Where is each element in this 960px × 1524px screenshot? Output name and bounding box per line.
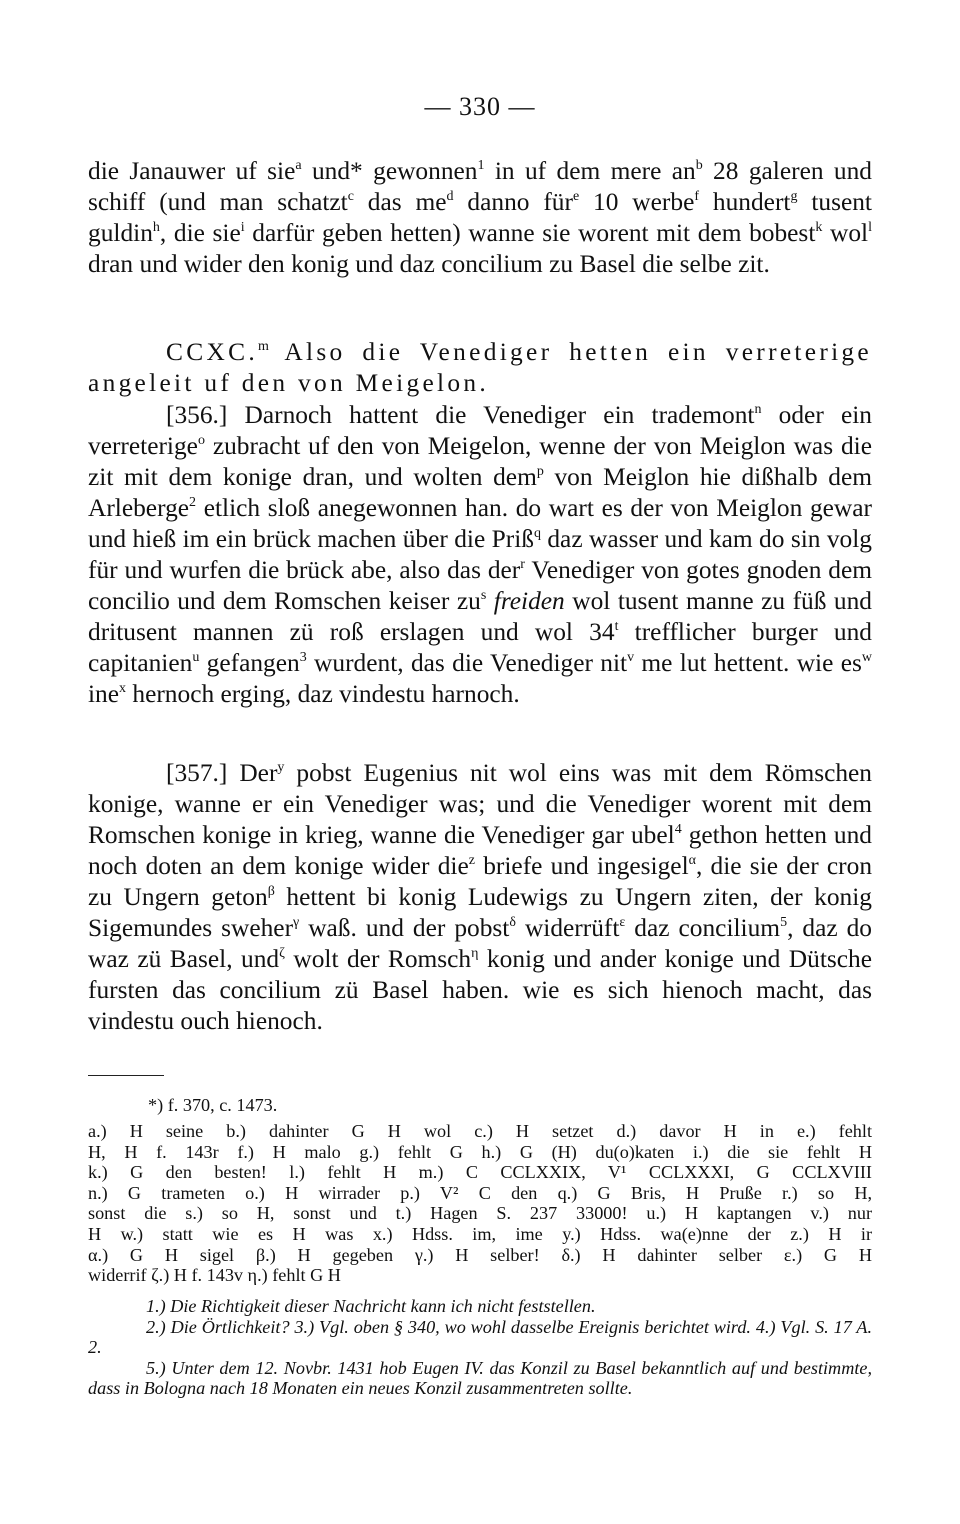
variant-mark: k <box>815 220 823 235</box>
note-2-4: 2.) Die Örtlichkeit? 3.) Vgl. oben § 340, wo wohl dasselbe Ereignis berichtet wird. 4.) Vgl. S. 17 A. 2. <box>88 1316 872 1358</box>
variant-mark: i <box>240 220 245 235</box>
text-run: wurdent, das die Venediger nit <box>306 649 628 677</box>
apparatus-line: widerrif ζ.) H f. 143v η.) fehlt G H <box>88 1265 341 1286</box>
variant-mark: d <box>446 189 454 204</box>
text-run: 10 werbe <box>579 188 695 216</box>
variant-mark: b <box>695 158 703 173</box>
variant-apparatus <box>88 1121 872 1286</box>
apparatus-line: a.) H seine b.) dahinter G H wol c.) H setzet d.) davor H in e.) fehlt <box>88 1121 872 1141</box>
chapter-number: CCXC. <box>166 338 258 366</box>
variant-mark: n <box>754 402 762 417</box>
variant-mark: y <box>277 760 285 775</box>
apparatus-line: sonst die s.) so H, sonst und t.) Hagen S. 237 33000! u.) H kaptangen v.) nur <box>88 1203 872 1224</box>
note-1: 1.) Die Richtigkeit dieser Nachricht kann ich nicht feststellen. <box>146 1296 596 1316</box>
text-run: hernoch erging, daz vindestu harnoch. <box>126 680 520 708</box>
text-run: hundert <box>699 188 791 216</box>
text-run: die Janauwer uf sie <box>88 157 296 185</box>
variant-mark: q <box>533 526 541 541</box>
italic-word: freiden <box>493 587 565 615</box>
text-run: 28 galeren und schiff (und man schatzt <box>88 157 872 216</box>
text-run: daz concilium <box>625 914 781 942</box>
variant-mark: w <box>861 650 872 665</box>
text-run: etlich sloß anegewonnen han. do wart es der von Meiglon gewar und hieß im ein brück machen über die Priß <box>88 494 872 553</box>
text-run <box>486 587 494 615</box>
text-run: gefangen <box>199 649 300 677</box>
note-mark: 2 <box>189 495 197 510</box>
variant-mark: f <box>694 189 700 204</box>
text-run: briefe und ingesigel <box>474 852 689 880</box>
variant-mark: o <box>197 433 205 448</box>
variant-mark: s <box>480 588 487 603</box>
text-run: trefflicher burger und capitanien <box>88 618 872 677</box>
chapter-heading <box>88 337 872 399</box>
page-number: — 330 — <box>424 92 536 121</box>
variant-mark: ε <box>619 915 626 930</box>
variant-mark: η <box>471 946 479 961</box>
text-run: konig und ander konige und Dütsche fursten das concilium zü Basel haben. wie es sich hienoch macht, das vindestu ouch hienoch. <box>88 945 872 1035</box>
text-run: [356.] Darnoch hattent die Venediger ein trademont <box>166 401 755 429</box>
variant-mark: γ <box>293 915 300 930</box>
text-run: waß. und der pobst <box>299 914 510 942</box>
apparatus-line: k.) G den besten! l.) fehlt H m.) C CCLXXIX, V¹ CCLXXXI, G CCLXVIII <box>88 1162 872 1183</box>
variant-mark: β <box>267 884 275 899</box>
text-run: wol tusent manne zu füß und dritusent mannen zü roß erslagen und wol 34 <box>88 587 872 646</box>
note-mark: 1 <box>477 158 485 173</box>
text-run: danno für <box>453 188 573 216</box>
text-run: dran und wider den konig und daz concilium zu Basel die selbe zit. <box>88 250 770 278</box>
text-run: oder ein verreterige <box>88 401 872 460</box>
footnote-source: *) f. 370, c. 1473. <box>148 1095 278 1115</box>
note-5: 5.) Unter dem 12. Novbr. 1431 hob Eugen IV. das Konzil zu Basel bekanntlich auf und bestimmte, dass in Bologna nach 18 Monaten ein neues Konzil zusammentreten sollte. <box>88 1357 872 1399</box>
text-run: wolt der Romsch <box>284 945 472 973</box>
variant-mark: c <box>347 189 354 204</box>
text-run: zubracht uf den von Meigelon, wenne der von Meiglon was die zit mit dem konige dran, und wolten dem <box>88 432 872 491</box>
editorial-notes <box>88 1296 872 1399</box>
variant-mark: r <box>520 557 525 572</box>
note-mark: 3 <box>299 650 307 665</box>
text-run: , die sie der cron zu Ungern geton <box>88 852 873 911</box>
variant-mark: l <box>868 220 872 235</box>
text-run: Venediger von gotes gnoden dem concilio und dem Romschen keiser zu <box>88 556 872 615</box>
text-run: wol <box>822 219 869 247</box>
note-mark: 5 <box>780 915 788 930</box>
variant-mark: δ <box>509 915 516 930</box>
variant-mark: a <box>295 158 302 173</box>
text-run: [357.] Der <box>166 759 278 787</box>
text-run: das me <box>353 188 447 216</box>
variant-mark: ζ <box>279 946 285 961</box>
text-run: widerrüft <box>515 914 620 942</box>
chapter-title: Also die Venediger hetten ein verreterige angeleit uf den von Meigelon. <box>88 338 872 397</box>
text-run: gethon hetten und noch doten an dem konige wider die <box>88 821 873 880</box>
text-run: und* gewonnen <box>301 157 478 185</box>
text-run: daz wasser und kam do sin volg für und wurfen die brück abe, also das der <box>88 525 872 584</box>
variant-mark: u <box>192 650 200 665</box>
variant-mark: α <box>688 853 696 868</box>
paragraph-357 <box>88 758 872 1037</box>
apparatus-line: n.) G trameten o.) H wirrader p.) V² C den q.) G Bris, H Pruße r.) so H, <box>88 1182 872 1203</box>
paragraph-1 <box>88 156 872 280</box>
variant-mark: g <box>790 189 798 204</box>
text-run: me lut hettent. wie es <box>634 649 862 677</box>
variant-mark: h <box>152 220 160 235</box>
apparatus-line: α.) G H sigel β.) H gegeben γ.) H selber! δ.) H dahinter selber ε.) G H <box>88 1244 872 1265</box>
variant-mark: e <box>572 189 580 204</box>
variant-mark: x <box>119 681 127 696</box>
text-run: , die sie <box>159 219 241 247</box>
text-run: in uf dem mere an <box>484 157 696 185</box>
variant-mark: p <box>536 464 544 479</box>
text-run: pobst Eugenius nit wol eins was mit dem Römschen konige, wanne er ein Venediger was; und die Venediger worent mit dem Romschen konige in krieg, wanne die Venediger gar ubel <box>88 759 873 849</box>
paragraph-356 <box>88 400 872 710</box>
text-run: , daz do waz zü Basel, und <box>88 914 873 973</box>
apparatus-line: H w.) statt wie es H was x.) Hdss. im, ime y.) Hdss. wa(e)nne der z.) H ir <box>88 1223 872 1244</box>
apparatus-line: H, H f. 143r f.) H malo g.) fehlt G h.) G (H) du(o)katen i.) die sie fehlt H <box>88 1141 872 1162</box>
variant-mark: v <box>627 650 635 665</box>
footnote-rule <box>88 1075 164 1076</box>
note-mark: 4 <box>674 822 682 837</box>
text-run: darfür geben hetten) wanne sie worent mit dem bobest <box>244 219 816 247</box>
text-run: ine <box>88 680 120 708</box>
text-run: tusent guldin <box>88 188 872 247</box>
text-run: von Meiglon hie dißhalb dem Arleberge <box>88 463 872 522</box>
text-run: hettent bi konig Ludewigs zu Ungern ziten, der konig Sigemundes sweher <box>88 883 872 942</box>
variant-mark: m <box>258 339 269 354</box>
variant-mark: z <box>468 853 475 868</box>
variant-mark: t <box>614 619 619 634</box>
